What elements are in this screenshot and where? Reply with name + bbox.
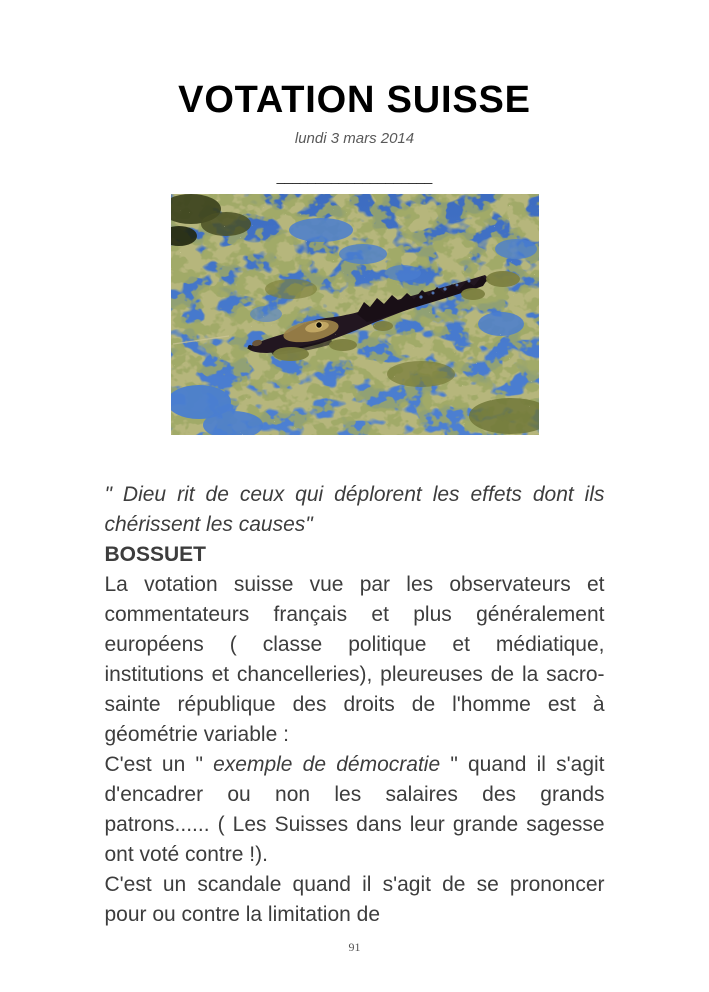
alligator-photo-graphic xyxy=(171,194,539,435)
quote: " Dieu rit de ceux qui déplorent les effets dont ils chérissent les causes" xyxy=(104,483,605,536)
date-line: lundi 3 mars 2014 xyxy=(294,130,415,147)
para-scandale: C'est un scandale quand il s'agit de se prononcer pour ou contre la limitation de xyxy=(104,873,605,926)
sparkle-layer xyxy=(171,194,539,435)
page-number: 91 xyxy=(348,940,361,954)
page-title: VOTATION SUISSE xyxy=(178,79,531,121)
para-exemple-democratie: C'est un " exemple de démocratie " quand il s'agit d'encadrer ou non les salaires des grands patrons...... ( Les Suisses dans leur grande sagesse ont voté contre !). xyxy=(104,753,605,866)
article-body xyxy=(105,480,605,930)
quote-author: BOSSUET xyxy=(104,543,207,566)
alligator-photo xyxy=(171,194,539,435)
separator-line: ____________________ xyxy=(276,168,433,184)
para-observateurs: La votation suisse vue par les observateurs et commentateurs français et plus généralement européens ( classe politique et médiatique, institutions et chancelleries), pleureuses de la sacro-sainte république des droits de l'homme est à géométrie variable : xyxy=(104,573,605,746)
